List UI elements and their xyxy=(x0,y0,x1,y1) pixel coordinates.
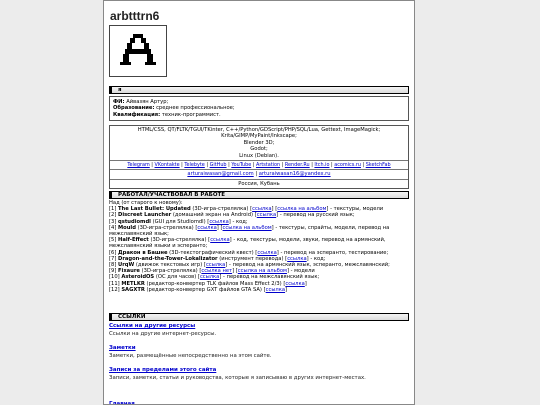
project-desc: (3D-текстографический квест) xyxy=(169,249,254,256)
link-desc: Записи, заметки, статьи и руководства, которые я записываю в других интернет-местах. xyxy=(109,375,366,381)
project-number: [4] xyxy=(109,224,117,231)
link-entry xyxy=(109,323,409,337)
skill-line: Godot; xyxy=(250,146,268,153)
project-desc: (ОС для часов) xyxy=(155,274,197,281)
link-desc: Заметки, размещённые непосредственно на этом сайте. xyxy=(109,353,272,359)
project-number: [3] xyxy=(109,218,117,225)
project-number: [6] xyxy=(109,249,117,256)
project-name: Mould xyxy=(118,224,136,231)
project-link[interactable]: ссылка на альбом xyxy=(237,268,287,275)
skill-line: Blender 3D; xyxy=(243,139,275,146)
project-roles: - код; xyxy=(308,255,326,262)
project-number: [12] xyxy=(109,286,120,293)
qual-label: Квалификация: xyxy=(113,111,161,118)
project-name: Half-Effect xyxy=(118,237,149,244)
project-name: Discreet Launcher xyxy=(118,212,172,219)
about-heading: я xyxy=(109,86,409,94)
link-title-resources[interactable]: Ссылки на другие ресурсы xyxy=(109,323,196,329)
project-item: [12] SAGXTR (редактор-конвертер GXT файлов GTA SA) [ссылка] xyxy=(109,286,288,293)
project-link[interactable]: ссылка xyxy=(199,274,220,281)
projects-heading: РАБОТАЛ/УЧАСТВОВАЛ В РАБОТЕ xyxy=(109,191,409,199)
project-desc: (редактор-конвертер TLK файлов Mass Effect 2/3) xyxy=(146,280,282,287)
link-sketchfab[interactable]: SketchFab xyxy=(365,162,391,169)
link-entry xyxy=(109,367,409,381)
projects-list xyxy=(109,200,409,293)
skill-line: Krita/GIMP/MyPaint/Inkscape; xyxy=(221,133,297,140)
project-item: [5] Half-Effect (3D-игра-стрелялка) [ссылка] - код, текстуры, модели, звуки, перевод на армянский, межславянский языки и эсперанто; xyxy=(109,237,386,250)
project-item: [6] Дракон в Башне (3D-текстографический квест) [ссылка] - перевод на эсперанто, тестирование; xyxy=(109,249,389,256)
project-link[interactable]: ссылка нет xyxy=(201,268,233,275)
project-desc: (редактор-конвертер GXT файлов GTA SA) xyxy=(146,286,262,293)
project-desc: (3D-игра-стрелялка) xyxy=(192,206,249,213)
project-link[interactable]: ссылка xyxy=(256,212,277,219)
qual-value: техник-программист. xyxy=(161,111,221,118)
link-desc: Ссылки на другие интернет-ресурсы. xyxy=(109,331,217,337)
page-container xyxy=(103,0,415,405)
project-desc: (инструмент перевода) xyxy=(219,255,284,262)
project-name: UrqW xyxy=(118,262,135,269)
project-item: [7] Dragon-and-the-Tower-Lokalizator (инструмент перевода) [ссылка] - код; xyxy=(109,255,326,262)
project-number: [10] xyxy=(109,274,120,281)
project-roles: - код; xyxy=(230,218,248,225)
project-roles: - перевод на межславянский язык; xyxy=(221,274,320,281)
name-label: ФИ: xyxy=(113,99,125,105)
pixel-letter-logo xyxy=(110,26,166,76)
project-roles: - перевод на русский язык; xyxy=(278,212,355,219)
logo xyxy=(109,25,167,77)
project-link[interactable]: ссылка xyxy=(210,237,230,244)
about-box xyxy=(109,96,409,121)
email-link-gmail[interactable]: arturaiwasan@gmail.com xyxy=(187,171,254,178)
link-telebyte[interactable]: Telebyte xyxy=(184,162,205,169)
project-item: [3] qstudiomdl (GUI для Studiomdl) [ссылка] - код; xyxy=(109,218,248,225)
email-link-yandex[interactable]: arturaiwasan16@yandex.ru xyxy=(258,171,331,178)
emails-row: arturaiwasan@gmail.com | arturaiwasan16@yandex.ru xyxy=(110,169,408,178)
project-number: [8] xyxy=(109,262,117,269)
link-entry xyxy=(109,345,409,359)
link-vkontakte[interactable]: VKontakte xyxy=(154,162,180,169)
links-heading: ССЫЛКИ xyxy=(109,313,409,321)
social-links-row: Telegram | VKontakte | Telebyte | GitHub | YouTube | Artstation | Render.Ru | Itch.io | acomics.ru | SketchFab xyxy=(110,160,408,169)
project-roles: - модели xyxy=(288,268,315,275)
home-link[interactable]: Главная xyxy=(109,401,135,405)
project-name: METLKR xyxy=(121,280,145,287)
link-title-notes[interactable]: Заметки xyxy=(109,345,136,351)
skill-line: Linux (Debian). xyxy=(239,152,279,159)
project-link[interactable]: ссылка xyxy=(287,255,307,262)
project-name: The Last Bullet: Updated xyxy=(118,206,191,213)
project-desc: (3D-игра-стрелялка) xyxy=(137,224,194,231)
link-artstation[interactable]: Artstation xyxy=(255,162,281,169)
project-item: [1] The Last Bullet: Updated (3D-игра-стрелялка) [ссылка] [ссылка на альбом] - текстуры, модели xyxy=(109,206,384,213)
project-link[interactable]: ссылка на альбом xyxy=(222,224,272,231)
project-roles: - код, текстуры, модели, звуки, перевод на армянский, межславянский языки и эсперанто; xyxy=(109,237,386,250)
project-desc: (GUI для Studiomdl) xyxy=(152,218,206,225)
skills-box xyxy=(109,125,409,189)
project-desc: (движок текстовых игр) xyxy=(135,262,203,269)
project-link[interactable]: ссылка xyxy=(257,249,277,256)
link-telegram[interactable]: Telegram xyxy=(127,162,150,169)
site-title: arbtttrn6 xyxy=(110,9,160,23)
project-roles: - текстуры, модели xyxy=(328,206,384,213)
project-name: SAGXTR xyxy=(121,286,145,293)
edu-value: среднее профессиональное; xyxy=(156,105,235,112)
location: Россия, Кубань xyxy=(110,179,408,188)
project-link[interactable]: ссылка xyxy=(252,206,272,213)
skill-line: HTML/CSS, QT/FLTK/TGUI/TKinter, C++/Python/GDScript/PHP/SQL/Lua, Gettext, ImageMagick; xyxy=(137,127,381,133)
project-number: [2] xyxy=(109,212,117,219)
project-roles: - перевод на армянский язык, эсперанто, межславянский; xyxy=(227,262,390,269)
project-item: [10] AsteroidOS (ОС для часов) [ссылка] - перевод на межславянский язык; xyxy=(109,274,320,281)
project-item: [8] UrqW (движок текстовых игр) [ссылка] - перевод на армянский язык, эсперанто, межславянский; xyxy=(109,262,390,269)
name-value: Айвазян Артур; xyxy=(126,99,169,105)
link-renderru[interactable]: Render.Ru xyxy=(284,162,310,169)
project-name: Fixaure xyxy=(118,268,140,275)
project-link[interactable]: ссылка xyxy=(205,262,226,269)
project-number: [11] xyxy=(109,280,120,287)
project-number: [9] xyxy=(109,268,117,275)
project-link[interactable]: ссылка xyxy=(265,286,286,293)
edu-label: Образование: xyxy=(113,105,155,112)
project-desc: (3D-игра-стрелялка) xyxy=(141,268,198,275)
links-list xyxy=(109,323,409,381)
project-item: [9] Fixaure (3D-игра-стрелялка) [ссылка нет] [ссылка на альбом] - модели xyxy=(109,268,315,275)
project-desc: (3D-игра-стрелялка) xyxy=(150,237,207,244)
project-name: AsteroidOS xyxy=(121,274,155,281)
link-youtube[interactable]: YouTube xyxy=(231,162,252,169)
project-desc: (домашний экран на Android) xyxy=(172,212,254,219)
project-link[interactable]: ссылка на альбом xyxy=(277,206,327,213)
project-number: [7] xyxy=(109,255,117,262)
project-name: Дракон в Башне xyxy=(118,249,168,256)
project-item: [11] METLKR (редактор-конвертер TLK файлов Mass Effect 2/3) [ссылка] xyxy=(109,280,307,287)
projects-intro: Над (от старого к новому): xyxy=(109,200,183,206)
link-itchio[interactable]: Itch.io xyxy=(314,162,330,169)
project-link[interactable]: ссылка xyxy=(285,280,305,287)
project-item: [2] Discreet Launcher (домашний экран на Android) [ссылка] - перевод на русский язык; xyxy=(109,212,355,219)
link-acomics[interactable]: acomics.ru xyxy=(334,162,361,169)
project-roles: - перевод на эсперанто, тестирование; xyxy=(278,249,389,256)
project-link[interactable]: ссылка xyxy=(197,224,217,231)
skills-list xyxy=(110,126,408,160)
project-name: qstudiomdl xyxy=(118,218,151,225)
project-number: [1] xyxy=(109,206,117,213)
project-name: Dragon-and-the-Tower-Lokalizator xyxy=(118,255,218,262)
link-title-external[interactable]: Записи за пределами этого сайта xyxy=(109,367,217,373)
project-link[interactable]: ссылка xyxy=(209,218,229,225)
link-github[interactable]: GitHub xyxy=(209,162,227,169)
project-roles: - текстуры, спрайты, модели, перевод на межславянский язык; xyxy=(109,224,390,238)
project-number: [5] xyxy=(109,237,117,244)
project-item: [4] Mould (3D-игра-стрелялка) [ссылка] [ссылка на альбом] - текстуры, спрайты, модели, перевод на межславянский язык; xyxy=(109,224,390,238)
